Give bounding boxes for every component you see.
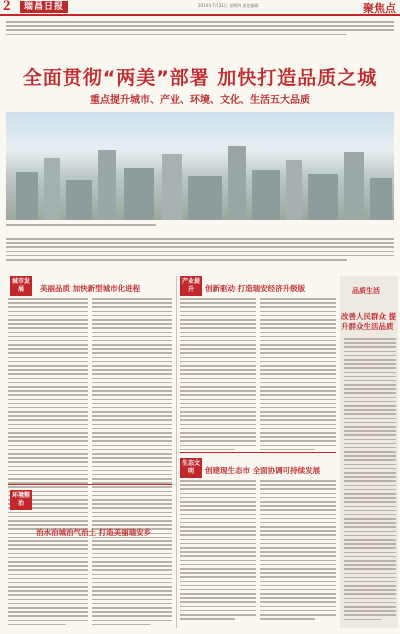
page-header [0,0,400,16]
industry-body-1 [180,298,256,453]
eco-body-1 [180,480,256,622]
headline: 全面贯彻“两美”部署 加快打造品质之城 [22,67,378,89]
city-body-right [92,298,172,541]
section-tag-env: 环境整治 [10,490,32,510]
intro-body [6,238,394,263]
lead-paragraph [6,21,394,38]
city-skyline-photo [6,112,394,220]
section-head-city: 美丽品质 加快新型城市化进程 [40,284,141,293]
env-body-left [8,540,88,628]
life-body [344,338,396,623]
section-head-life: 改善人民群众 提升群众生活品质 [341,312,397,331]
section-title: 聚焦点 [363,2,396,15]
eco-body-2 [260,480,336,622]
subheadline: 重点提升城市、产业、环境、文化、生活五大品质 [90,95,310,106]
photo-caption [6,223,156,226]
page-number: 2 [3,0,11,14]
section-tag-industry: 产业提升 [180,276,202,296]
section-head-eco: 创建现生态市 全面协调可持续发展 [205,466,321,475]
industry-body-2 [260,298,336,453]
header-meta: 2014年7月31日 星期四 责任编辑： [198,3,263,8]
section-tag-eco: 生态文明 [180,458,202,478]
section-head-env: 治水治城治气治土 打造美丽瑞安乡 [36,528,152,537]
env-body-right [92,540,172,628]
section-tag-life: 品质生活 [352,287,380,295]
section-head-industry: 创新驱动 打造瑞安经济升级版 [205,284,306,293]
section-tag-city: 城市发展 [10,276,32,296]
paper-logo: 瑞昌日报 [20,1,68,13]
